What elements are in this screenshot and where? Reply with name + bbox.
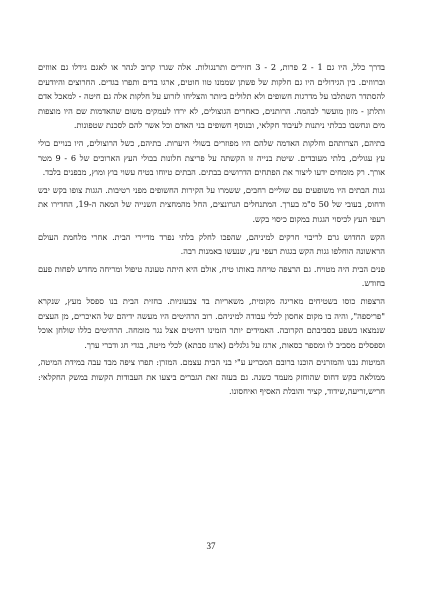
paragraph-houses: בתיהם, הצרותהם וחלקות האדמה שלהם היו מפוזרים בשולי היערות. בתיהם, כשל הרוצולים, היו בנויים בולי עץ עגולים, בלתי מעובדים. שיטת בנייה זו הקשתה על פריצת חלונות בבולי העץ הארוכים של 6 - 9 מטר אורך. רק מומחים ידעו ליצור את הפתחים הדרושים בבתים. הבתים טיוחו בטיח עשוי בוץ ומוץ, מבפנים בלבד. [38, 137, 385, 178]
paragraph-beds: המיטות נבנו והמזרנים הוכנו ברובם המכריע ע"י בני הבית עצמם. המזרן: תפרו ציפה מבד עבה במידת המיטה, ממולאה בקש דחוס שהוחזק מעמד כשנה. גם בעזה זאת הגברים ביצעו את העבודות הקשות במשק החקלאי: חריש,זריעה,שידוד, קציר והובלת האסיף ואיחסונו. [38, 357, 385, 397]
document-body [38, 60, 385, 400]
paragraph-interior: פנים הבית היה מטויח. גם הרצפה טויחה באותו טיח, אולם היא היתה טעונה טיפול ומריחה מחדש לפחות פעם בחודש. [38, 263, 385, 289]
paragraph-farm-animals: בדרך כלל, היו גם 1 - 2 פרות, 2 - 3 חזירים ותרנגולות. אלה שגרו קרוב לנהר או לאגם גידלו גם אווזים וברווזים. בין הגידולים היו גם חלקות של פשתן שממנו טוו חוטים, ארגו בדים ותפרו בגדים. החרוצים והיודעים להסתדר השתלבו על מדרגות חשופים ולא תלולים ביותר והצליחו לזרוע על חלקות אלה גם חיטה - למאכל אדם ותלתן - מזון מועשר לבהמה. הרותנים, כאחרים הגוצולים, לא ירדו לעמקים משום שהאדמות שם היו מוצפות מים ונחשבו כבלתי ניתנות לעיבוד חקלאי, ובנוסף חשופים בני האדם וכל אשר להם לסכנת שטפונות. [38, 62, 385, 131]
paragraph-roofs: גגות הבתים היו משופעים עם שוליים רחבים, ששמרו על הקירות החשופים מפני רטיבות. הגגות צופו בקש יבש ודחוס, בעובי של 50 ס"מ בערך. המתנחלים הגרונצים, החל מהמחצית השנייה של המאה ה-19, החדירו את רעפי העץ לכיסוי הגגות במקום כיסוי בקש. [38, 184, 385, 224]
paragraph-insects: הקש החדוש גרם לריבוי חרקים למיניהם, שהפכו לחלק בלתי נפרד מדיירי הבית. אחרי מלחמת העולם הראשונה הוחלפו גגות הקש בגגות רעפי עץ, שנעשו באמנות רבה. [38, 231, 385, 257]
paragraph-furniture: הרצפות כוסו בשטיחים מאריגה מקומית, משאריות בד צבעוניות. בחזית הבית בנו ספסל מעץ, שנקרא "פריספה", והיה בו מקום אחסון לכלי עבודה למיניהם. רוב הרהיטים היו מעשה ידיהם של האיכרים, מן העצים שנמצאו בשפע בסביבתם הקרובה. האמידים יותר הזמינו רהיטים אצל נגר מומחה. הרהיטים כללו שולחן אוכל וספסלים מסביב לו ומספר כסאות, ארגז על גלגלים (ארגז סבתא) לכלי מיטה, בגדי חג ודברי ערך. [38, 295, 385, 350]
page-number: 37 [206, 541, 216, 551]
